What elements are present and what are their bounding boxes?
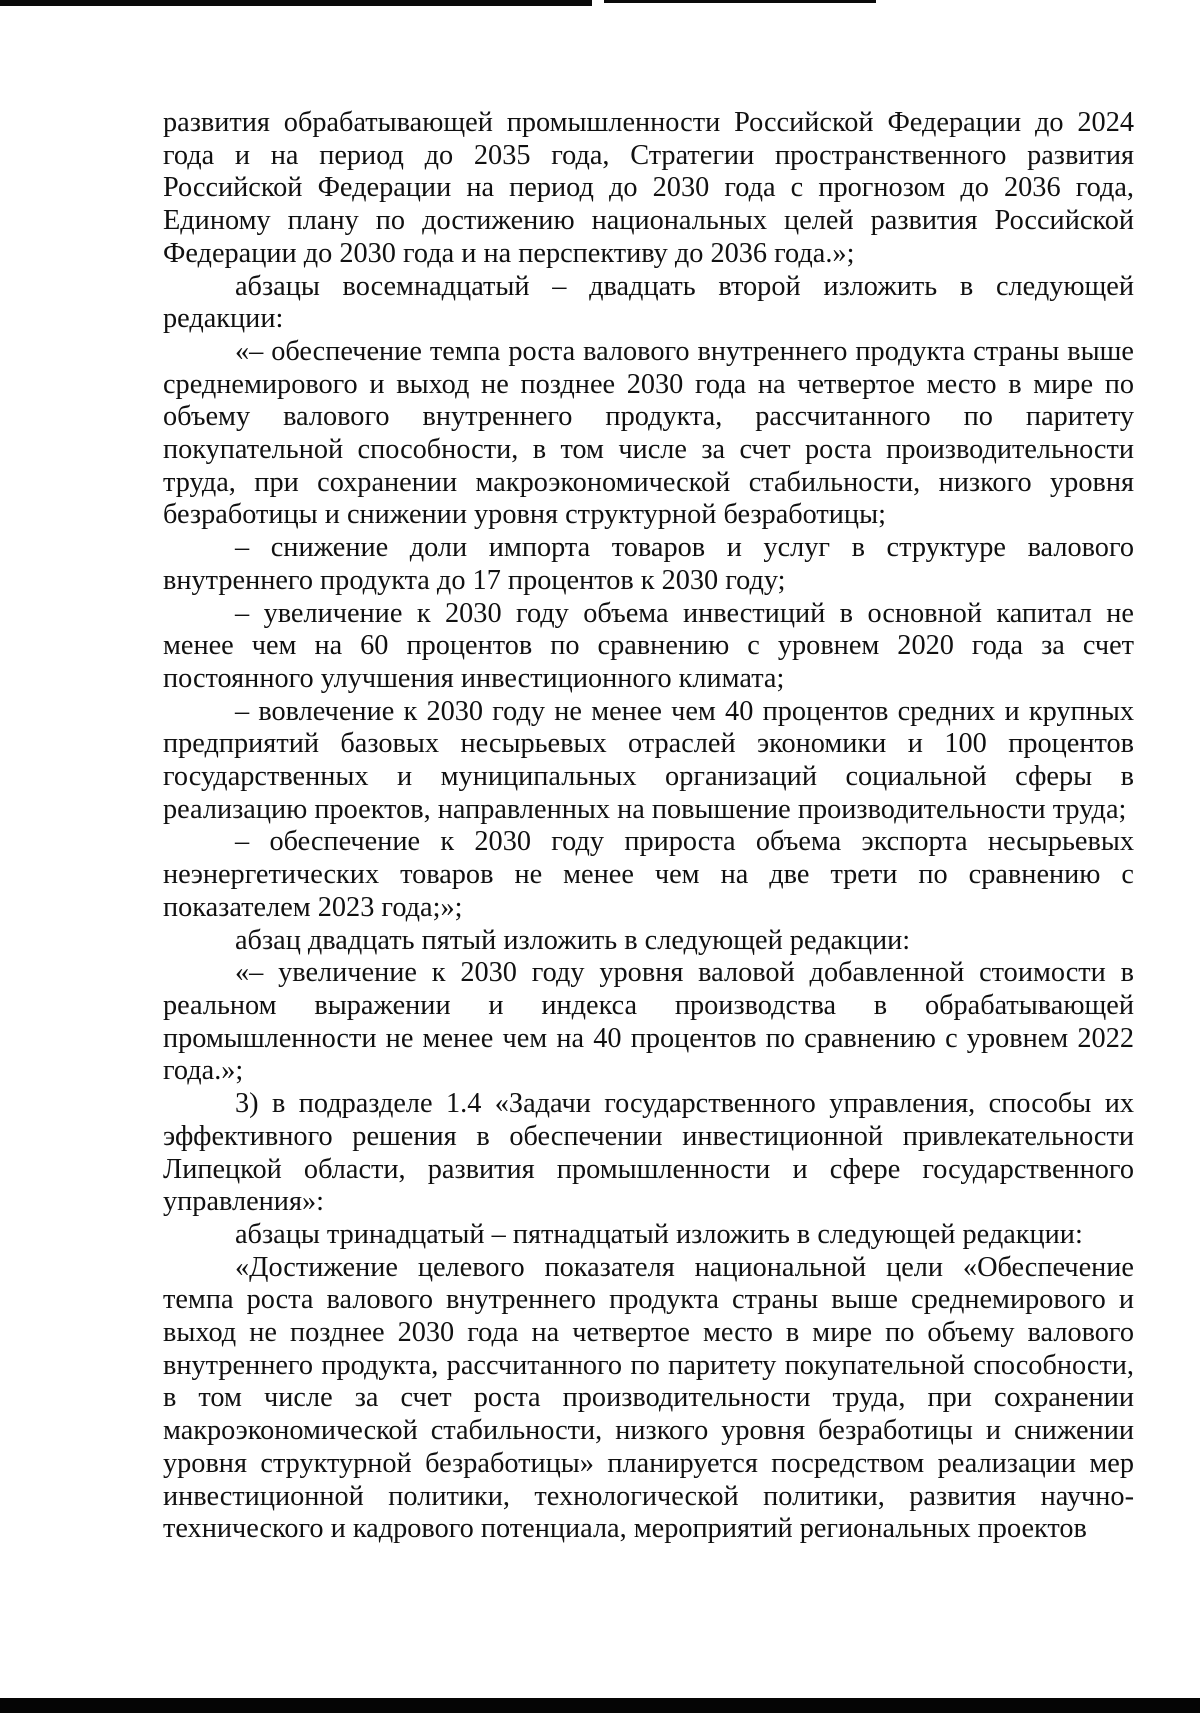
document-body	[163, 107, 1134, 1546]
paragraph-12: «Достижение целевого показателя национальной цели «Обеспечение темпа роста валового внутреннего продукта страны выше среднемирового и выход не позднее 2030 года на четвертое место в мире по объему валового внутреннего продукта, рассчитанного по паритету покупательной способности, в том числе за счет роста производительности труда, при сохранении макроэкономической стабильности, низкого уровня безработицы и снижении уровня структурной безработицы» планируется посредством реализации мер инвестиционной политики, технологической политики, развития научно-технического и кадрового потенциала, мероприятий региональных проектов	[163, 1251, 1134, 1545]
paragraph-2: абзацы восемнадцатый – двадцать второй изложить в следующей редакции:	[163, 270, 1134, 335]
paragraph-6: – вовлечение к 2030 году не менее чем 40 процентов средних и крупных предприятий базовых несырьевых отраслей экономики и 100 процентов государственных и муниципальных организаций социальной сферы в реализацию проектов, направленных на повышение производительности труда;	[163, 695, 1134, 825]
paragraph-7: – обеспечение к 2030 году прироста объема экспорта несырьевых неэнергетических товаров не менее чем на две трети по сравнению с показателем 2023 года;»;	[163, 826, 1134, 923]
paragraph-1: развития обрабатывающей промышленности Российской Федерации до 2024 года и на период до 2035 года, Стратегии пространственного развития Российской Федерации на период до 2030 года с прогнозом до 2036 года, Единому плану по достижению национальных целей развития Российской Федерации до 2030 года и на перспективу до 2036 года.»;	[163, 107, 1134, 269]
paragraph-3: «– обеспечение темпа роста валового внутреннего продукта страны выше среднемирового и выход не позднее 2030 года на четвертое место в мире по объему валового внутреннего продукта, рассчитанного по паритету покупательной способности, в том числе за счет роста производительности труда, при сохранении макроэкономической стабильности, низкого уровня безработицы и снижении уровня структурной безработицы;	[163, 335, 1134, 531]
scan-border-bottom	[0, 1698, 1200, 1713]
paragraph-5: – увеличение к 2030 году объема инвестиций в основной капитал не менее чем на 60 процентов по сравнению с уровнем 2020 года за счет постоянного улучшения инвестиционного климата;	[163, 597, 1134, 694]
scan-border-top-right	[604, 0, 876, 3]
scan-border-top-left	[0, 0, 592, 6]
paragraph-8: абзац двадцать пятый изложить в следующей редакции:	[235, 924, 911, 956]
paragraph-9: «– увеличение к 2030 году уровня валовой добавленной стоимости в реальном выражении и индекса производства в обрабатывающей промышленности не менее чем на 40 процентов по сравнению с уровнем 2022 года.»;	[163, 957, 1134, 1087]
paragraph-4: – снижение доли импорта товаров и услуг в структуре валового внутреннего продукта до 17 процентов к 2030 году;	[163, 532, 1134, 596]
paragraph-10: 3) в подразделе 1.4 «Задачи государственного управления, способы их эффективного решения в обеспечении инвестиционной привлекательности Липецкой области, развития промышленности и сфере государственного управления»:	[163, 1088, 1134, 1218]
paragraph-11: абзацы тринадцатый – пятнадцатый изложить в следующей редакции:	[235, 1218, 1083, 1250]
